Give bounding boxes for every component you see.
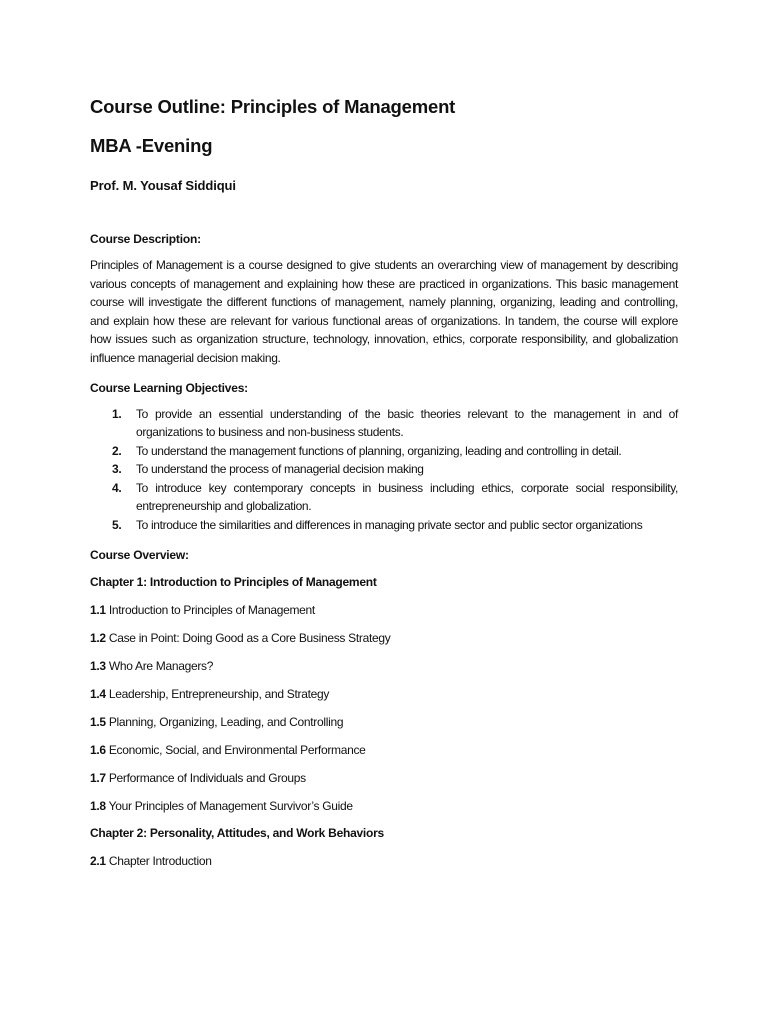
section-item — [90, 741, 678, 759]
list-item — [90, 460, 678, 479]
document-content — [90, 93, 678, 870]
list-item-text: To understand the process of managerial decision making — [136, 462, 424, 477]
section-text: Your Principles of Management Survivor’s Guide — [108, 799, 353, 814]
section-item — [90, 685, 678, 703]
section-text: Economic, Social, and Environmental Performance — [108, 743, 366, 758]
list-item-text: To introduce key contemporary concepts in business including ethics, corporate social responsibility, entrepreneurship and globalization. — [136, 480, 678, 514]
section-text: Leadership, Entrepreneurship, and Strategy — [108, 687, 330, 702]
list-item-number: 3. — [112, 462, 122, 477]
list-item-number: 2. — [112, 443, 122, 458]
course-overview-heading: Course Overview: — [90, 548, 189, 563]
section-number: 1.2 — [90, 631, 106, 646]
list-item-number: 1. — [112, 406, 122, 421]
learning-objectives-heading: Course Learning Objectives: — [90, 380, 248, 395]
list-item — [90, 405, 678, 442]
chapter-1-title: Chapter 1: Introduction to Principles of Management — [90, 575, 377, 590]
list-item — [90, 516, 678, 535]
section-number: 1.3 — [90, 659, 106, 674]
section-item — [90, 657, 678, 675]
section-number: 1.5 — [90, 715, 106, 730]
document-subtitle: MBA -Evening — [90, 135, 213, 156]
list-item-number: 5. — [112, 517, 122, 532]
list-item-number: 4. — [112, 480, 122, 495]
section-item — [90, 797, 678, 815]
section-number: 1.7 — [90, 771, 106, 786]
section-item — [90, 713, 678, 731]
chapter-2-title: Chapter 2: Personality, Attitudes, and Work Behaviors — [90, 826, 384, 841]
section-number: 2.1 — [90, 854, 106, 869]
list-item-text: To understand the management functions of planning, organizing, leading and controlling in detail. — [136, 443, 622, 458]
professor-name: Prof. M. Yousaf Siddiqui — [90, 178, 236, 193]
section-text: Case in Point: Doing Good as a Core Business Strategy — [108, 631, 391, 646]
section-text: Who Are Managers? — [108, 659, 214, 674]
section-number: 1.8 — [90, 799, 106, 814]
section-text: Chapter Introduction — [108, 854, 212, 869]
section-text: Planning, Organizing, Leading, and Controlling — [108, 715, 344, 730]
section-number: 1.4 — [90, 687, 106, 702]
list-item-text: To provide an essential understanding of the basic theories relevant to the management in and of organizations to business and non-business students. — [136, 406, 678, 440]
section-item — [90, 769, 678, 787]
course-description-text: Principles of Management is a course designed to give students an overarching view of management by describing various concepts of management and explaining how these are practiced in organizations. This basic management course will investigate the different functions of management, namely planning, organizing, leading and controlling, and explain how these are relevant for various functional areas of organizations. In tandem, the course will explore how issues such as organization structure, technology, innovation, ethics, corporate responsibility, and globalization influence managerial decision making. — [90, 258, 678, 365]
course-description-heading: Course Description: — [90, 232, 201, 246]
list-item — [90, 442, 678, 461]
section-item — [90, 629, 678, 647]
section-number: 1.6 — [90, 743, 106, 758]
learning-objectives-list — [90, 405, 678, 535]
list-item — [90, 479, 678, 516]
list-item-text: To introduce the similarities and differences in managing private sector and public sector organizations — [136, 517, 643, 532]
section-item — [90, 601, 678, 619]
section-item — [90, 852, 678, 870]
document-title: Course Outline: Principles of Management — [90, 96, 456, 117]
section-text: Performance of Individuals and Groups — [108, 771, 306, 786]
section-text: Introduction to Principles of Management — [108, 603, 315, 618]
section-number: 1.1 — [90, 603, 106, 618]
